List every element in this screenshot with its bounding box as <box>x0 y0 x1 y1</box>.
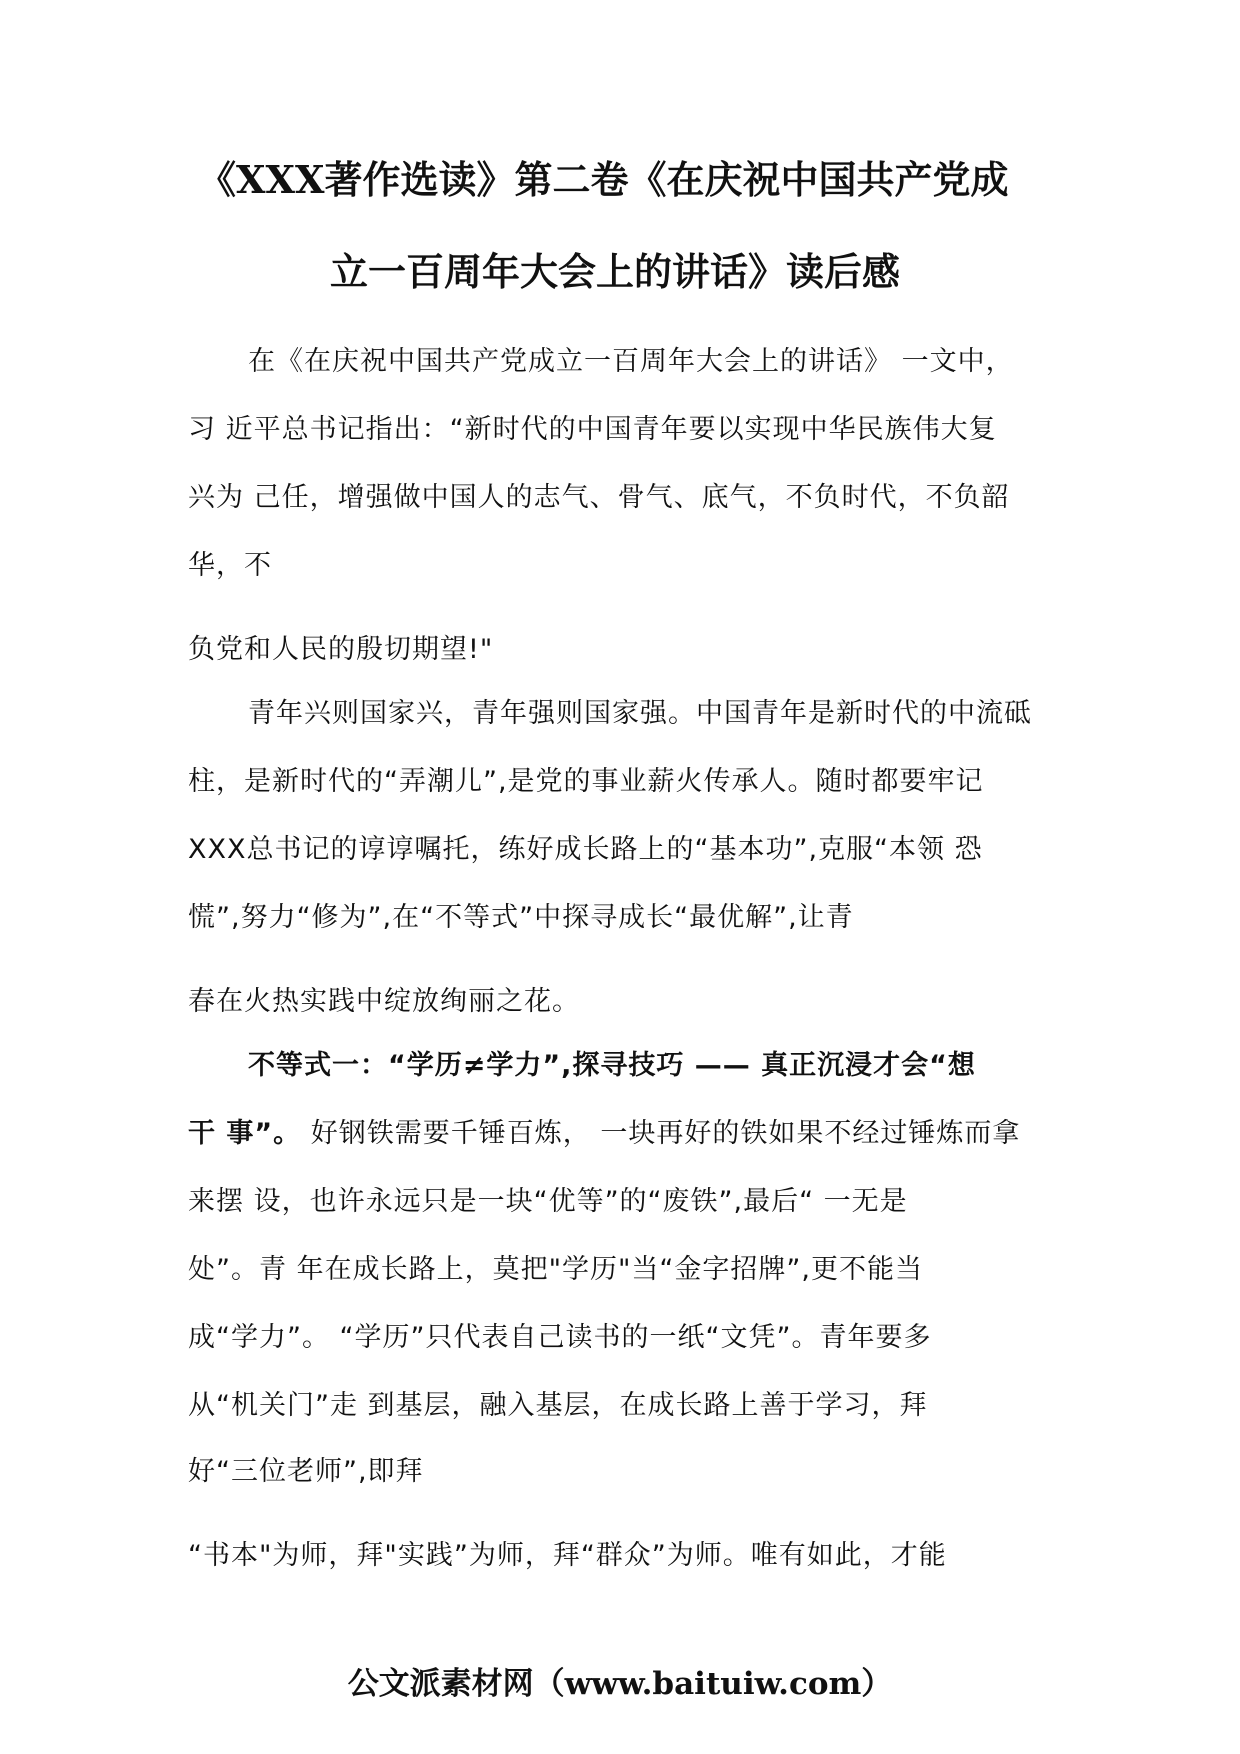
paragraph-3-line-2: 来摆 设，也许永远只是一块“优等”的“废铁”,最后“ 一无是 <box>188 1186 908 1217</box>
paragraph-3-line-7: “书本"为师，拜"实践”为师，拜“群众”为师。唯有如此，才能 <box>188 1540 947 1571</box>
paragraph-2-line-1: 青年兴则国家兴，青年强则国家强。中国青年是新时代的中流砥 <box>248 698 1032 729</box>
paragraph-2-line-4: 慌”,努力“修为”,在“不等式”中探寻成长“最优解”,让青 <box>188 902 854 933</box>
paragraph-3-line-3: 处”。青 年在成长路上，莫把"学历"当“金字招牌”,更不能当 <box>188 1254 923 1285</box>
paragraph-2-line-2: 柱，是新时代的“弄潮儿”,是党的事业薪火传承人。随时都要牢记 <box>188 766 984 797</box>
paragraph-3-line-4: 成“学力”。 “学历”只代表自己读书的一纸“文凭”。青年要多 <box>188 1322 932 1353</box>
paragraph-1-line-2: 习 近平总书记指出：“新时代的中国青年要以实现中华民族伟大复 <box>188 414 997 445</box>
paragraph-1-line-3: 兴为 己任，增强做中国人的志气、骨气、底气，不负时代，不负韶 <box>188 482 1010 513</box>
paragraph-3-line-6: 好“三位老师”,即拜 <box>188 1456 424 1487</box>
paragraph-1-line-5: 负党和人民的殷切期望!" <box>188 634 494 665</box>
paragraph-3-line-1-text: 好钢铁需要千锤百炼， 一块再好的铁如果不经过锤炼而拿 <box>301 1118 1021 1149</box>
title-line-1: 《XXX著作选读》第二卷《在庆祝中国共产党成 <box>198 157 1009 202</box>
paragraph-2-line-3: XXX总书记的谆谆嘱托，练好成长路上的“基本功”,克服“本领 恐 <box>188 834 983 865</box>
section-heading-line-2: 干 事”。 <box>188 1118 302 1149</box>
paragraph-1-line-4: 华，不 <box>188 550 272 581</box>
paragraph-3-line-5: 从“机关门”走 到基层，融入基层，在成长路上善于学习，拜 <box>188 1390 928 1421</box>
footer-watermark[interactable]: 公文派素材网（www.baituiw.com） <box>347 1666 893 1702</box>
title-line-2: 立一百周年大会上的讲话》读后感 <box>330 249 901 294</box>
section-heading-line-1: 不等式一：“学历≠学力”,探寻技巧 —— 真正沉浸才会“想 <box>248 1050 976 1081</box>
paragraph-2-line-5: 春在火热实践中绽放绚丽之花。 <box>188 986 580 1017</box>
paragraph-1-line-1: 在《在庆祝中国共产党成立一百周年大会上的讲话》 一文中， <box>248 346 1014 377</box>
paragraph-3-line-1 <box>188 1114 1020 1154</box>
